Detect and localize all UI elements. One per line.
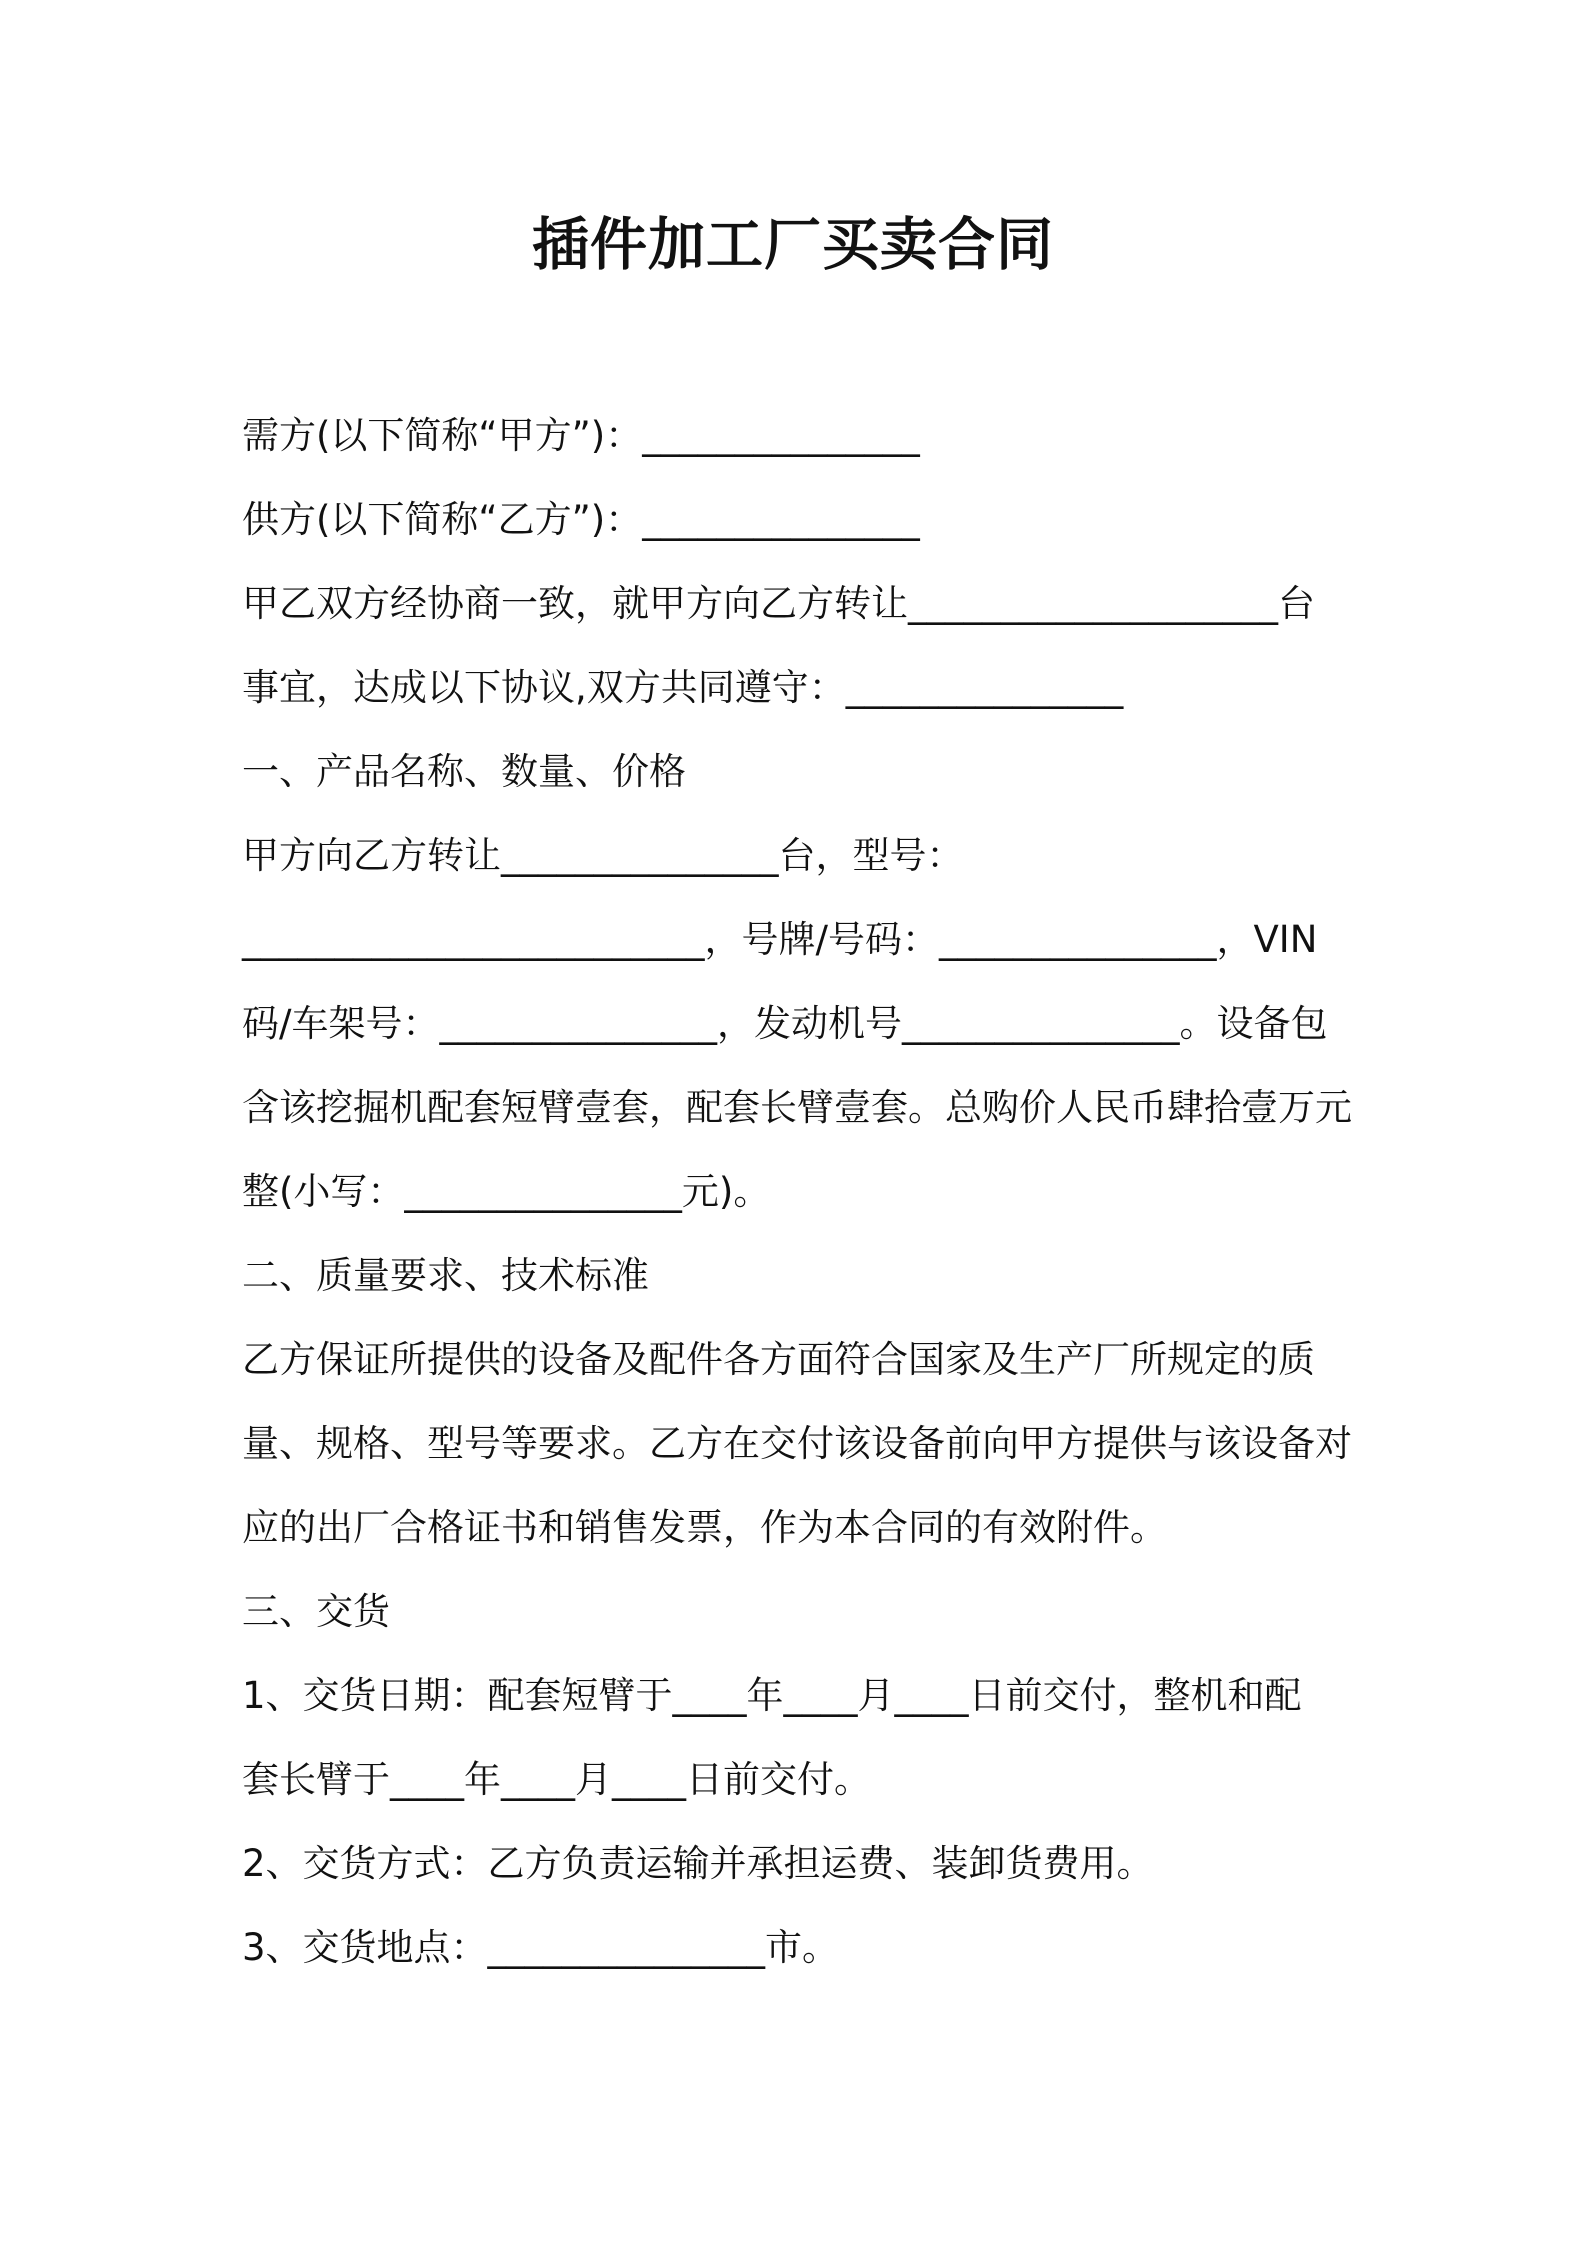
party-a-line: 需方(以下简称“甲方”)：_______________ xyxy=(242,414,920,457)
section-3-item-3: 3、交货地点：_______________市。 xyxy=(242,1926,840,1969)
section-1-line-3: 码/车架号：_______________，发动机号_______________。设备包 xyxy=(242,1002,1328,1045)
section-2-line-3: 应的出厂合格证书和销售发票，作为本合同的有效附件。 xyxy=(242,1506,1167,1549)
agreement-intro-line-1: 甲乙双方经协商一致，就甲方向乙方转让____________________台 xyxy=(242,582,1315,625)
section-3-item-1-line-2: 套长臂于____年____月____日前交付。 xyxy=(242,1758,871,1801)
section-1-line-5: 整(小写：_______________元)。 xyxy=(242,1170,771,1213)
section-3-heading: 三、交货 xyxy=(242,1590,390,1633)
agreement-intro-line-2: 事宜，达成以下协议,双方共同遵守：_______________ xyxy=(242,666,1124,709)
section-2-heading: 二、质量要求、技术标准 xyxy=(242,1254,649,1297)
section-2-line-1: 乙方保证所提供的设备及配件各方面符合国家及生产厂所规定的质 xyxy=(242,1338,1315,1381)
section-3-item-1-line-1: 1、交货日期：配套短臂于____年____月____日前交付，整机和配 xyxy=(242,1674,1302,1717)
section-1-heading: 一、产品名称、数量、价格 xyxy=(242,750,686,793)
section-3-item-2: 2、交货方式：乙方负责运输并承担运费、装卸货费用。 xyxy=(242,1842,1154,1885)
contract-title: 插件加工厂买卖合同 xyxy=(532,212,1054,278)
party-b-line: 供方(以下简称“乙方”)：_______________ xyxy=(242,498,920,541)
section-1-line-4: 含该挖掘机配套短臂壹套，配套长臂壹套。总购价人民币肆拾壹万元 xyxy=(242,1086,1352,1129)
section-2-line-2: 量、规格、型号等要求。乙方在交付该设备前向甲方提供与该设备对 xyxy=(242,1422,1352,1465)
section-1-line-2: _________________________，号牌/号码：_______________，VIN xyxy=(242,918,1318,961)
section-1-line-1: 甲方向乙方转让_______________台，型号： xyxy=(242,834,964,877)
